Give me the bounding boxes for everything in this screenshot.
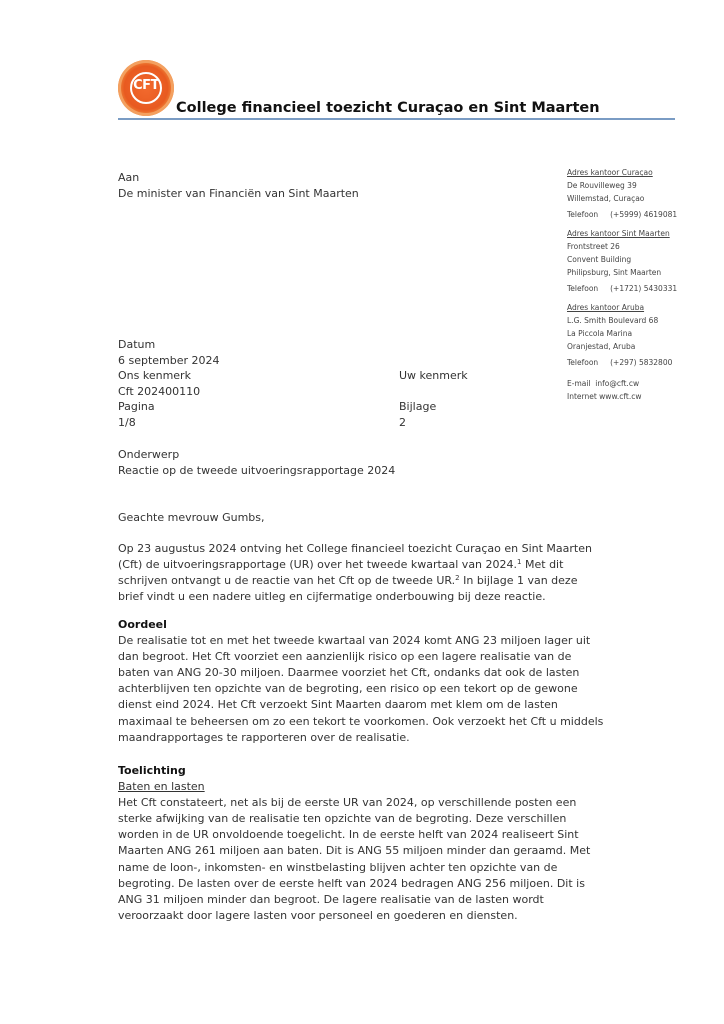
office-sxm-line: Convent Building bbox=[567, 255, 632, 264]
ons-kenmerk-label: Ons kenmerk bbox=[118, 369, 191, 382]
toelichting-heading: Toelichting bbox=[118, 764, 186, 777]
intro-line: Op 23 augustus 2024 ontving het College financieel toezicht Curaçao en Sint Maarten bbox=[118, 542, 592, 555]
office-sxm-phone bbox=[567, 282, 677, 295]
office-aruba-phone bbox=[567, 356, 677, 369]
uw-kenmerk-label: Uw kenmerk bbox=[399, 369, 468, 382]
internet-label: Internet bbox=[567, 392, 597, 401]
office-aruba-line: L.G. Smith Boulevard 68 bbox=[567, 316, 659, 325]
office-aruba-line: Oranjestad, Aruba bbox=[567, 342, 636, 351]
internet-line bbox=[567, 390, 677, 403]
footnote-ref-1[interactable]: 1 bbox=[517, 558, 522, 567]
onderwerp-value: Reactie op de tweede uitvoeringsrapportage 2024 bbox=[118, 464, 396, 477]
bijlage-label: Bijlage bbox=[399, 400, 437, 413]
onderwerp-label: Onderwerp bbox=[118, 448, 180, 461]
oordeel-line: De realisatie tot en met het tweede kwartaal van 2024 komt ANG 23 miljoen lager uit bbox=[118, 634, 591, 648]
office-curacao-title: Adres kantoor Curaçao bbox=[567, 168, 653, 177]
office-aruba-title: Adres kantoor Aruba bbox=[567, 303, 645, 312]
organization-title: College financieel toezicht Curaçao en Sint Maarten bbox=[176, 100, 600, 116]
office-sxm-line: Frontstreet 26 bbox=[567, 242, 620, 251]
office-curacao-phone bbox=[567, 208, 677, 221]
office-sxm-title: Adres kantoor Sint Maarten bbox=[567, 229, 670, 238]
footnote-ref-2[interactable]: 2 bbox=[455, 574, 460, 583]
header-divider bbox=[118, 118, 675, 120]
phone-value: (+1721) 5430331 bbox=[610, 284, 678, 293]
intro-paragraph bbox=[118, 541, 592, 605]
oordeel-line: baten van ANG 20-30 miljoen. Daarmee voorziet het Cft, ondanks dat ook de lasten bbox=[118, 666, 580, 680]
oordeel-section bbox=[118, 617, 603, 746]
cft-logo bbox=[118, 60, 174, 116]
phone-label: Telefoon bbox=[567, 358, 599, 367]
oordeel-line: dienst eind 2024. Het Cft verzoekt Sint Maarten daarom met klem om de lasten bbox=[118, 698, 558, 712]
phone-value: (+297) 5832800 bbox=[610, 358, 673, 367]
oordeel-heading: Oordeel bbox=[118, 618, 167, 631]
toelichting-line: sterke afwijking van de realisatie ten opzichte van de begroting. Deze verschillen bbox=[118, 812, 567, 826]
datum-value: 6 september 2024 bbox=[118, 354, 220, 367]
oordeel-line: achterblijven ten opzichte van de begroting, een risico op een tekort op de gewone bbox=[118, 682, 578, 696]
oordeel-line: maximaal te beheersen om zo een tekort te voorkomen. Ook verzoekt het Cft u middels bbox=[118, 714, 604, 728]
addressee-name: De minister van Financiën van Sint Maarten bbox=[118, 187, 359, 200]
toelichting-section bbox=[118, 763, 590, 924]
toelichting-line: Het Cft constateert, net als bij de eerste UR van 2024, op verschillende posten een bbox=[118, 796, 577, 810]
website-link[interactable]: www.cft.cw bbox=[599, 392, 642, 401]
toelichting-line: worden in de UR onvoldoende toegelicht. In de eerste helft van 2024 realiseert Sint bbox=[118, 828, 579, 842]
toelichting-line: name de loon-, inkomsten- en winstbelasting blijven achter ten opzichte van de bbox=[118, 860, 558, 874]
logo-text: CFT bbox=[133, 78, 159, 93]
office-sxm-line: Philipsburg, Sint Maarten bbox=[567, 268, 662, 277]
oordeel-line: dan begroot. Het Cft voorziet een aanzienlijk risico op een lagere realisatie van de bbox=[118, 650, 572, 664]
bijlage-value: 2 bbox=[399, 416, 406, 429]
contact-sidebar bbox=[567, 166, 677, 403]
pagina-value: 1/8 bbox=[118, 416, 136, 429]
oordeel-line: maandrapportages te rapporteren over de realisatie. bbox=[118, 730, 410, 744]
addressee-label: Aan bbox=[118, 171, 140, 184]
phone-label: Telefoon bbox=[567, 210, 599, 219]
ons-kenmerk-value: Cft 202400110 bbox=[118, 385, 201, 398]
office-curacao-line: Willemstad, Curaçao bbox=[567, 194, 645, 203]
toelichting-line: begroting. De lasten over de eerste helft van 2024 bedragen ANG 256 miljoen. Dit is bbox=[118, 876, 585, 890]
toelichting-line: Maarten ANG 261 miljoen aan baten. Dit is ANG 55 miljoen minder dan geraamd. Met bbox=[118, 844, 591, 858]
salutation: Geachte mevrouw Gumbs, bbox=[118, 511, 265, 524]
email-label: E-mail bbox=[567, 379, 591, 388]
office-aruba-line: La Piccola Marina bbox=[567, 329, 633, 338]
intro-line: brief vindt u een nadere uitleg en cijfermatige onderbouwing bij deze reactie. bbox=[118, 590, 546, 604]
pagina-label: Pagina bbox=[118, 400, 155, 413]
intro-line: (Cft) de uitvoeringsrapportage (UR) over het tweede kwartaal van 2024.$^1$ Met dit bbox=[118, 558, 564, 572]
email-link[interactable]: info@cft.cw bbox=[595, 379, 640, 388]
intro-line: schrijven ontvangt u de reactie van het Cft op de tweede UR.$^2$ In bijlage 1 van deze bbox=[118, 574, 578, 588]
toelichting-line: ANG 31 miljoen minder dan begroot. De lagere realisatie van de lasten wordt bbox=[118, 892, 544, 906]
datum-label: Datum bbox=[118, 338, 156, 351]
phone-value: (+5999) 4619081 bbox=[610, 210, 678, 219]
baten-lasten-subheading: Baten en lasten bbox=[118, 780, 205, 794]
office-curacao-line: De Rouvilleweg 39 bbox=[567, 181, 637, 190]
toelichting-line: veroorzaakt door lagere lasten voor personeel en goederen en diensten. bbox=[118, 908, 518, 922]
email-line bbox=[567, 377, 677, 390]
phone-label: Telefoon bbox=[567, 284, 599, 293]
